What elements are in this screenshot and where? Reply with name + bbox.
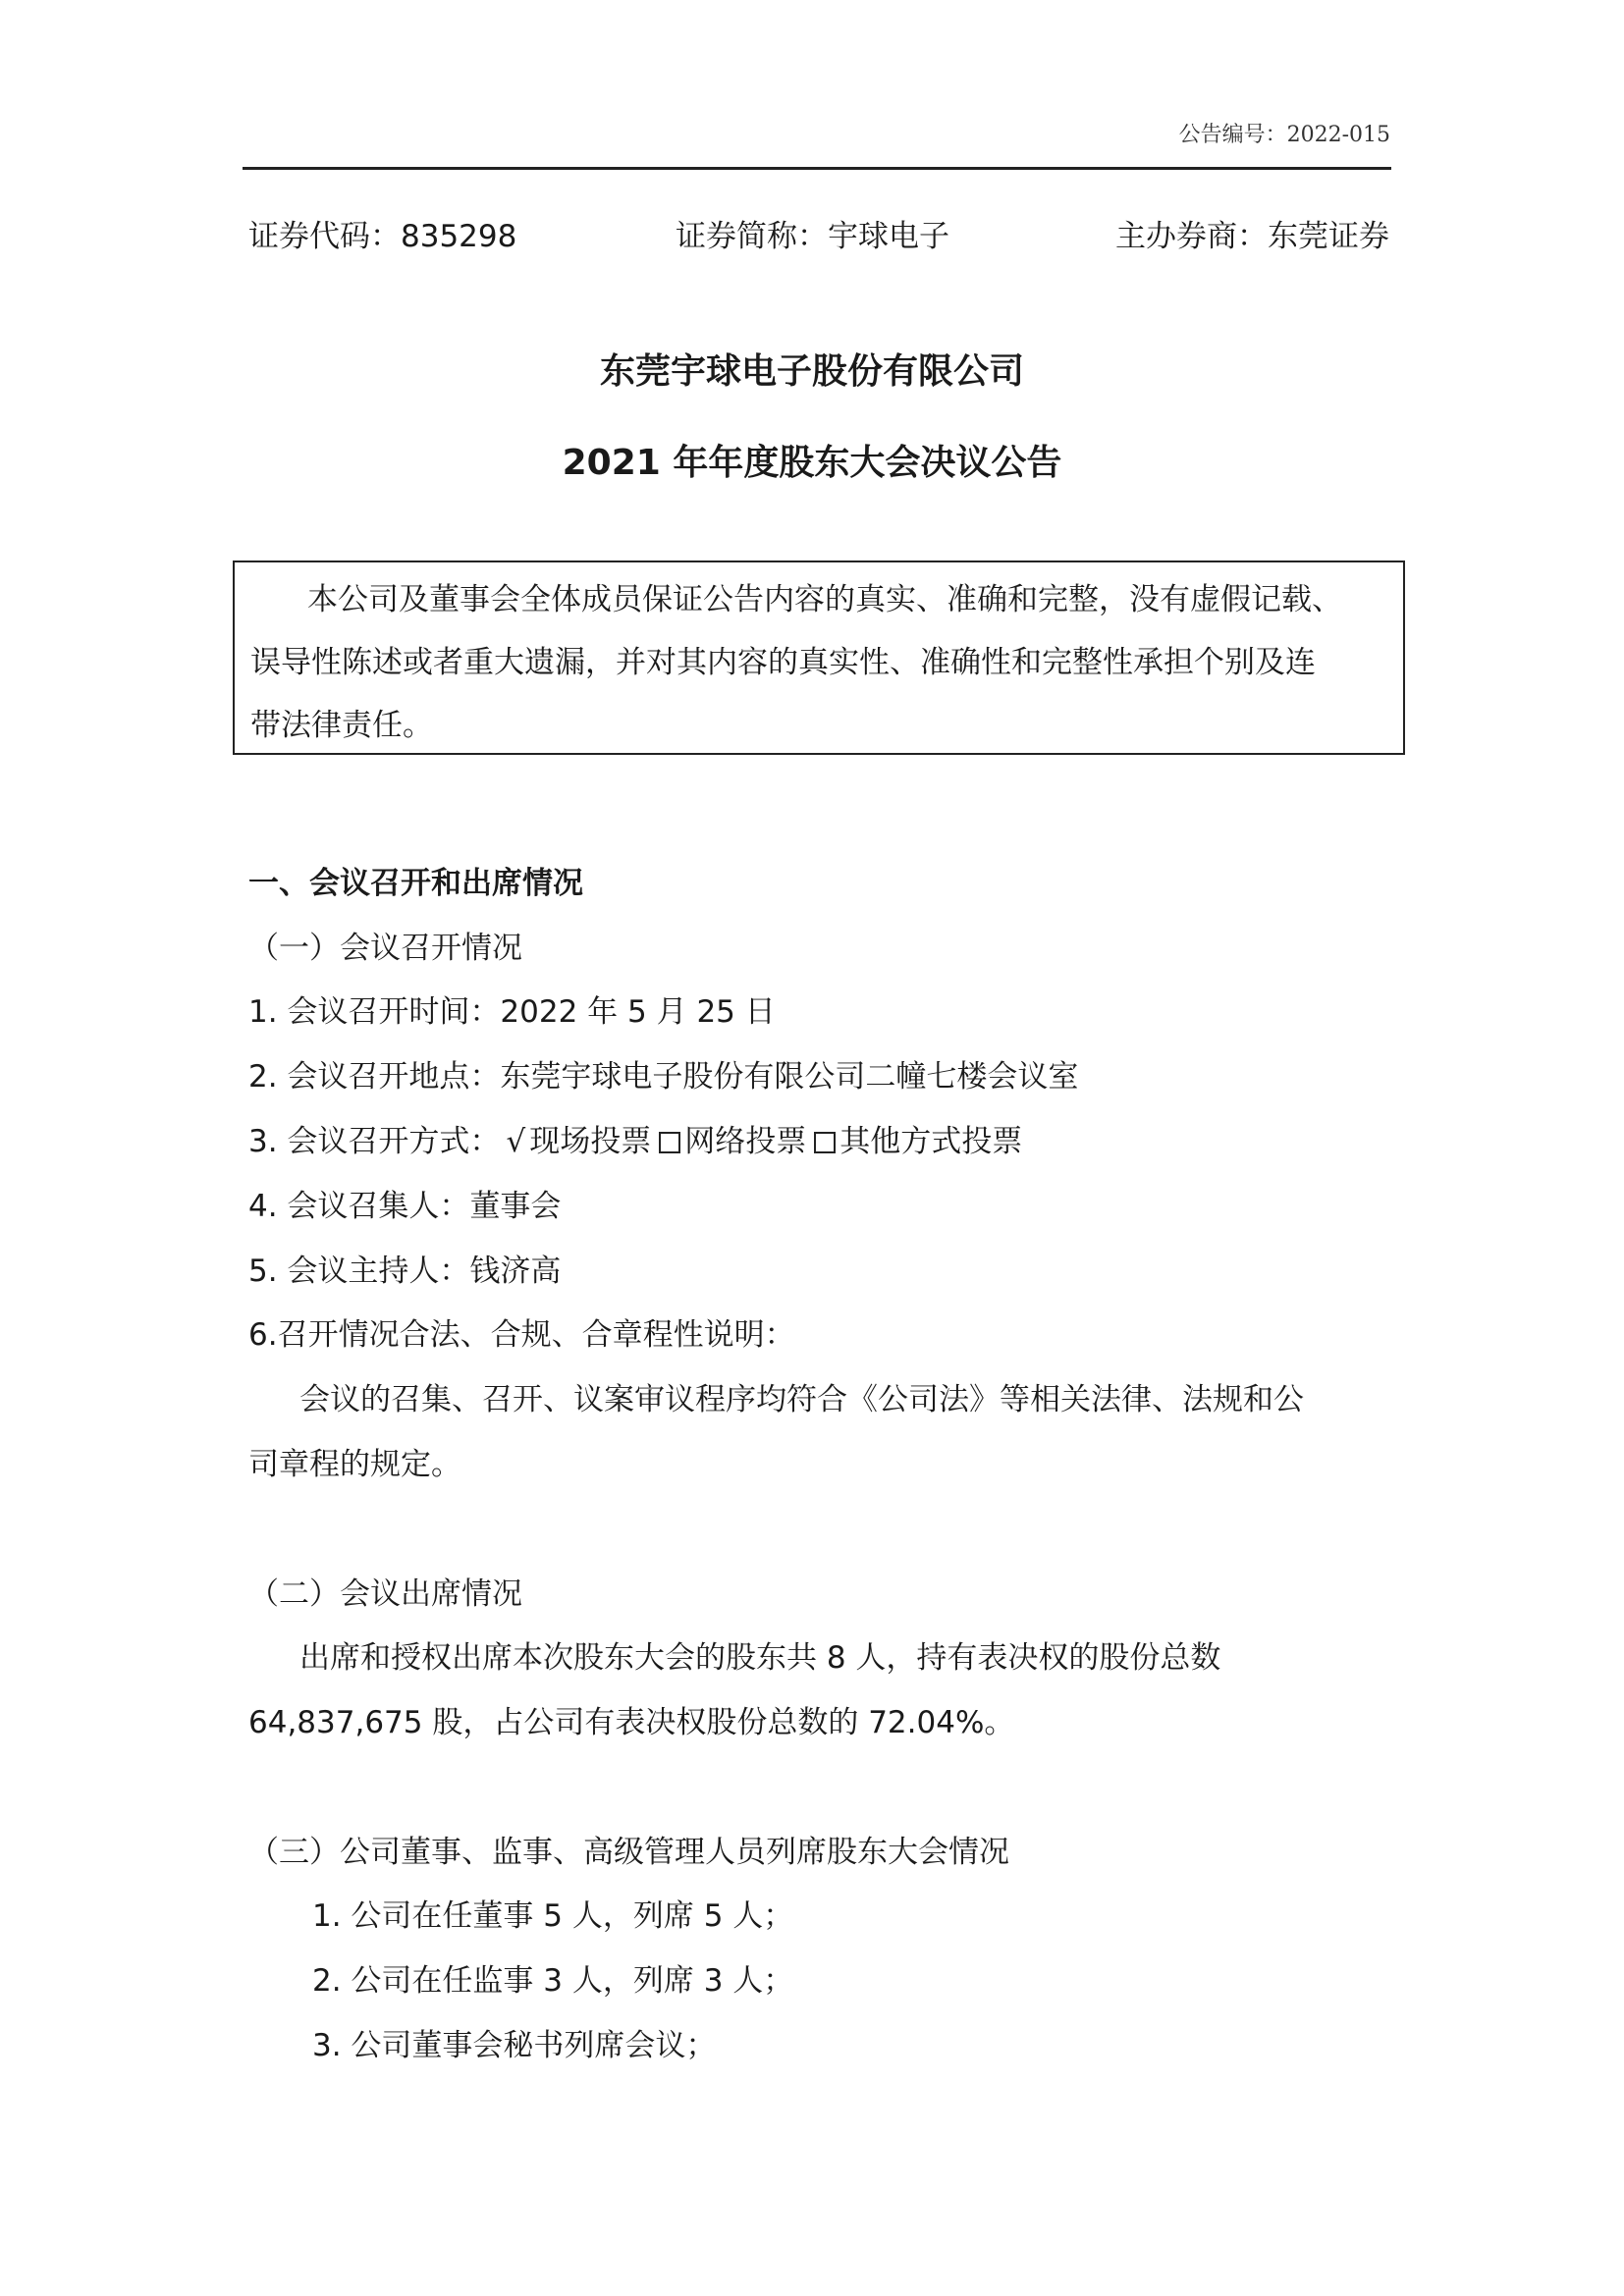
security-info-row <box>248 211 1389 254</box>
supervisors-attendance: 2. 公司在任监事 3 人，列席 3 人； <box>312 1963 794 1999</box>
subsection-1-heading: （一）会议召开情况 <box>248 931 522 966</box>
meeting-method <box>248 1116 1022 1160</box>
attendance-line-2: 64,837,675 股，占公司有表决权股份总数的 72.04%。 <box>248 1705 1015 1740</box>
meeting-host: 5. 会议主持人：钱济高 <box>248 1254 562 1289</box>
section-1-heading: 一、会议召开和出席情况 <box>248 866 583 901</box>
meeting-time: 1. 会议召开时间：2022 年 5 月 25 日 <box>248 994 776 1030</box>
disclaimer-line-2: 误导性陈述或者重大遗漏，并对其内容的真实性、准确性和完整性承担个别及连 <box>250 645 1316 680</box>
subsection-2-heading: （二）会议出席情况 <box>248 1576 522 1612</box>
check-icon: √ <box>506 1124 526 1159</box>
method-option-online: 网络投票 <box>684 1124 807 1159</box>
checkbox-empty-icon <box>814 1132 836 1153</box>
legality-statement-label: 6.召开情况合法、合规、合章程性说明： <box>248 1317 795 1353</box>
directors-attendance: 1. 公司在任董事 5 人，列席 5 人； <box>312 1898 794 1934</box>
method-option-onsite: 现场投票 <box>529 1124 652 1159</box>
company-title: 东莞宇球电子股份有限公司 <box>599 351 1024 392</box>
legality-statement-line-1: 会议的召集、召开、议案审议程序均符合《公司法》等相关法律、法规和公 <box>299 1382 1304 1417</box>
header-divider <box>243 167 1391 170</box>
method-option-other: 其他方式投票 <box>839 1124 1023 1159</box>
security-name: 证券简称：宇球电子 <box>676 219 949 254</box>
meeting-method-label: 3. 会议召开方式： <box>248 1124 501 1159</box>
secretary-attendance: 3. 公司董事会秘书列席会议； <box>312 2028 717 2063</box>
security-code: 证券代码：835298 <box>248 219 517 254</box>
disclaimer-box <box>233 561 1405 755</box>
attendance-line-1: 出席和授权出席本次股东大会的股东共 8 人，持有表决权的股份总数 <box>299 1640 1221 1676</box>
checkbox-empty-icon <box>659 1132 680 1153</box>
announcement-number: 公告编号：2022-015 <box>1178 123 1390 147</box>
disclaimer-line-3: 带法律责任。 <box>250 708 433 743</box>
announcement-title: 2021 年年度股东大会决议公告 <box>562 443 1062 483</box>
sponsor-broker: 主办券商：东莞证券 <box>1115 219 1389 254</box>
meeting-location: 2. 会议召开地点：东莞宇球电子股份有限公司二幢七楼会议室 <box>248 1059 1079 1095</box>
subsection-3-heading: （三）公司董事、监事、高级管理人员列席股东大会情况 <box>248 1835 1009 1870</box>
disclaimer-line-1: 本公司及董事会全体成员保证公告内容的真实、准确和完整，没有虚假记载、 <box>307 582 1342 617</box>
meeting-convener: 4. 会议召集人：董事会 <box>248 1189 562 1224</box>
legality-statement-line-2: 司章程的规定。 <box>248 1447 461 1482</box>
